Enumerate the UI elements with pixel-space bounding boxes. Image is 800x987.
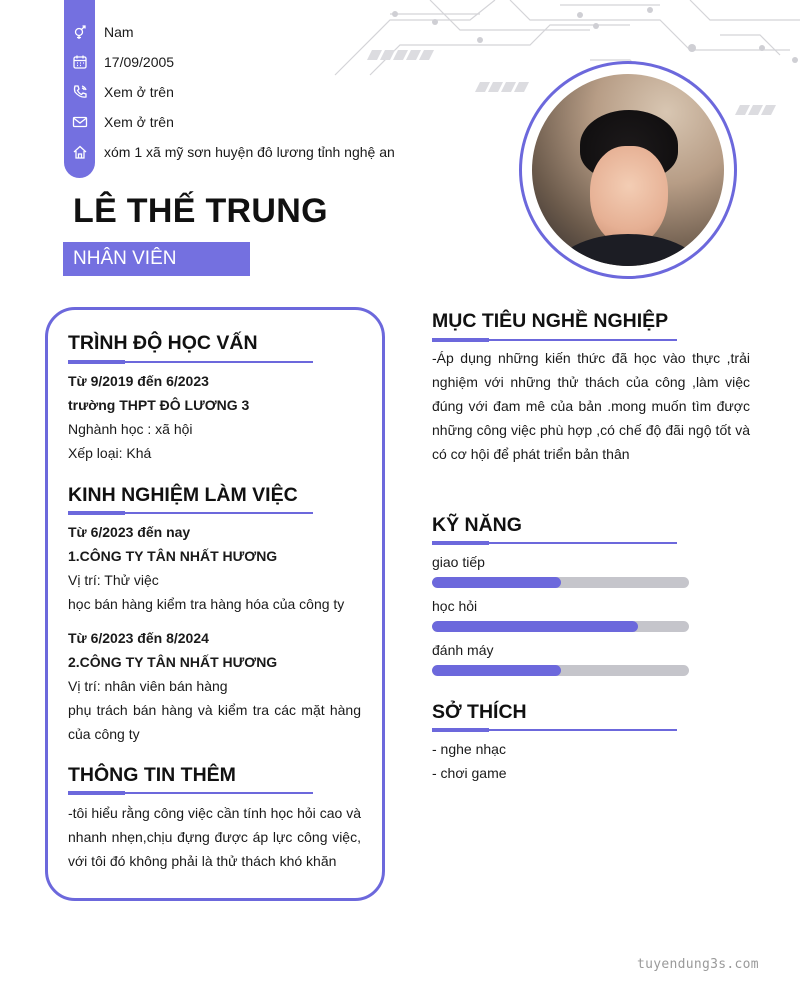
extra-info-underline <box>68 792 313 794</box>
education-underline <box>68 361 313 363</box>
info-gender <box>64 19 134 45</box>
education-school: trường THPT ĐÔ LƯƠNG 3 <box>68 397 250 413</box>
extra-info-title: THÔNG TIN THÊM <box>68 764 236 786</box>
job-period: Từ 6/2023 đến nay <box>68 524 191 540</box>
profile-photo <box>532 74 724 266</box>
address-text: xóm 1 xã mỹ sơn huyện đô lương tỉnh nghệ an <box>104 144 395 160</box>
education-period: Từ 9/2019 đến 6/2023 <box>68 373 209 389</box>
phone-text: Xem ở trên <box>104 84 174 100</box>
skill-label: học hỏi <box>432 598 478 614</box>
hobby-item: - chơi game <box>432 765 507 781</box>
gender-text: Nam <box>104 24 134 40</box>
skill-bar <box>432 577 689 588</box>
candidate-name: LÊ THẾ TRUNG <box>73 192 328 230</box>
education-title: TRÌNH ĐỘ HỌC VẤN <box>68 332 258 354</box>
education-major: Nghành học : xã hội <box>68 421 193 437</box>
info-email <box>64 109 174 135</box>
gender-icon <box>64 19 95 45</box>
hobby-item: - nghe nhạc <box>432 741 506 757</box>
job-description: học bán hàng kiểm tra hàng hóa của công ty <box>68 596 345 612</box>
skill-label: giao tiếp <box>432 554 485 570</box>
calendar-icon <box>64 49 95 75</box>
experience-title: KINH NGHIỆM LÀM VIỆC <box>68 484 298 506</box>
objective-underline <box>432 339 677 341</box>
objective-title: MỤC TIÊU NGHỀ NGHIỆP <box>432 310 669 332</box>
experience-underline <box>68 512 313 514</box>
job-company: 1.CÔNG TY TÂN NHẤT HƯƠNG <box>68 548 278 564</box>
skill-label: đánh máy <box>432 642 494 658</box>
job-period: Từ 6/2023 đến 8/2024 <box>68 630 209 646</box>
objective-text: -Áp dụng những kiến thức đã học vào thực ,trải nghiệm với những thử thách của công ,làm việc đúng với đam mê của bản .mong muốn tìm được những công việc phù hợp ,có chế độ đãi ngộ tốt và có cơ hội để phát triển bản thân <box>432 350 750 462</box>
skills-underline <box>432 542 677 544</box>
job-description: phụ trách bán hàng và kiểm tra các mặt hàng của công ty <box>68 702 361 742</box>
skill-bar-fill <box>432 621 638 632</box>
job-role: Vị trí: nhân viên bán hàng <box>68 678 228 694</box>
phone-icon <box>64 79 95 105</box>
job-role: Vị trí: Thử việc <box>68 572 159 588</box>
hobbies-title: SỞ THÍCH <box>432 701 527 723</box>
info-birthday <box>64 49 174 75</box>
education-grade: Xếp loại: Khá <box>68 445 152 461</box>
email-text: Xem ở trên <box>104 114 174 130</box>
skill-bar-fill <box>432 665 561 676</box>
job-company: 2.CÔNG TY TÂN NHẤT HƯƠNG <box>68 654 278 670</box>
skill-bar <box>432 621 689 632</box>
info-phone <box>64 79 174 105</box>
position-badge: NHÂN VIÊN <box>63 242 250 276</box>
watermark-text: tuyendung3s.com <box>637 957 759 972</box>
birthday-text: 17/09/2005 <box>104 54 175 70</box>
skill-bar-fill <box>432 577 561 588</box>
hobbies-underline <box>432 729 677 731</box>
skill-bar <box>432 665 689 676</box>
extra-info-text: -tôi hiểu rằng công việc cần tính học hỏi cao và nhanh nhẹn,chịu đựng được áp lực công việc, với tôi đó không phải là thử thách khó khăn <box>68 805 361 869</box>
mail-icon <box>64 109 95 135</box>
info-address <box>64 139 395 165</box>
home-icon <box>64 139 95 165</box>
skills-title: KỸ NĂNG <box>432 514 522 536</box>
